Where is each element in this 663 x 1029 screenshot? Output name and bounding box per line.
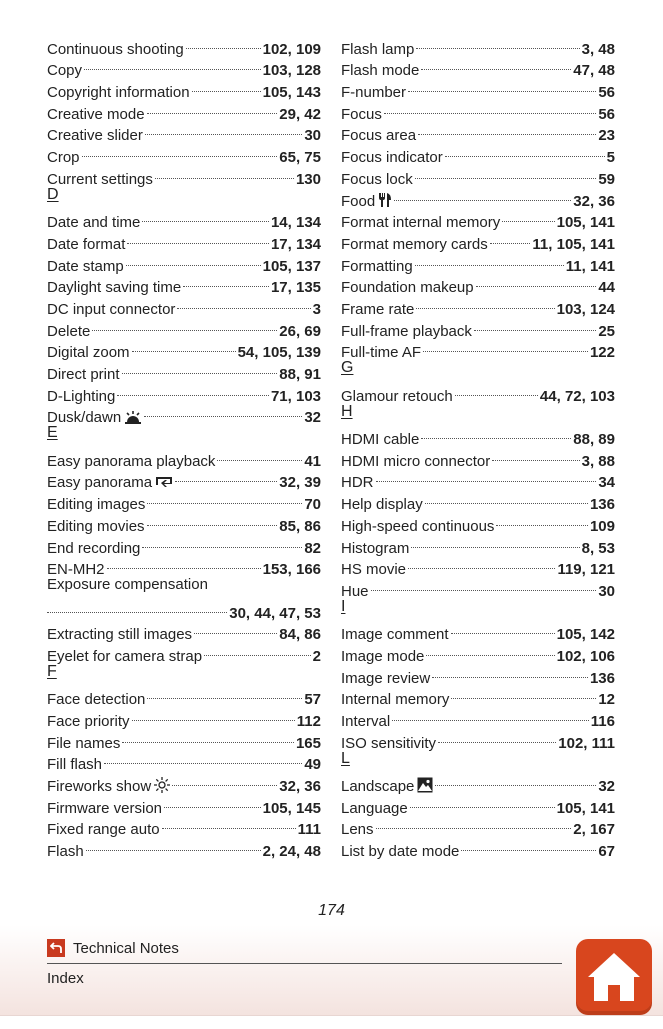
index-term: Focus indicator bbox=[341, 149, 443, 167]
index-term: Eyelet for camera strap bbox=[47, 647, 203, 665]
index-term: Hue bbox=[341, 582, 369, 600]
dot-leader bbox=[416, 292, 554, 314]
index-pages[interactable]: 25 bbox=[598, 322, 615, 340]
index-term: D-Lighting bbox=[47, 387, 116, 405]
dot-leader bbox=[147, 487, 302, 509]
index-term: Image mode bbox=[341, 647, 425, 665]
dot-leader bbox=[147, 683, 302, 705]
index-term: Flash mode bbox=[341, 62, 420, 80]
index-pages[interactable]: 3 bbox=[312, 300, 321, 318]
index-entry-hdmi-cable[interactable] bbox=[341, 422, 615, 449]
index-term: F-number bbox=[341, 84, 407, 102]
index-entry-hdr[interactable] bbox=[341, 466, 615, 492]
index-pages[interactable]: 84, 86 bbox=[279, 626, 321, 644]
index-term: Firmware version bbox=[47, 799, 163, 817]
index-term: Digital zoom bbox=[47, 344, 130, 362]
index-pages[interactable]: 44 bbox=[598, 279, 615, 297]
dot-leader bbox=[410, 791, 555, 813]
index-pages[interactable]: 56 bbox=[598, 84, 615, 102]
index-pages[interactable]: 34 bbox=[598, 474, 615, 492]
index-pages[interactable]: 116 bbox=[590, 713, 615, 730]
index-term: Format memory cards bbox=[341, 235, 488, 253]
dot-leader bbox=[415, 162, 597, 184]
index-pages[interactable]: 11, 141 bbox=[565, 257, 615, 275]
index-entry-crop[interactable] bbox=[47, 140, 321, 167]
dot-leader bbox=[416, 32, 579, 54]
index-column-right bbox=[341, 32, 615, 861]
index-letter-g: G bbox=[341, 359, 354, 377]
index-pages[interactable]: 54, 105, 139 bbox=[237, 344, 321, 362]
index-entry-focus-area[interactable] bbox=[341, 119, 615, 145]
dot-leader bbox=[144, 401, 302, 423]
index-term: Creative mode bbox=[47, 105, 145, 123]
index-pages[interactable]: 136 bbox=[589, 496, 615, 514]
dot-leader bbox=[192, 75, 261, 97]
index-pages[interactable]: 111 bbox=[297, 821, 321, 839]
dot-leader bbox=[47, 596, 227, 618]
dot-leader bbox=[183, 271, 269, 293]
dot-leader bbox=[126, 249, 261, 271]
index-pages[interactable]: 17, 135 bbox=[270, 279, 321, 297]
dot-leader bbox=[84, 54, 261, 76]
index-term: Date format bbox=[47, 235, 126, 253]
index-term: Exposure compensation bbox=[47, 576, 208, 594]
index-term: Glamour retouch bbox=[341, 387, 453, 405]
index-entry-flash[interactable] bbox=[47, 834, 321, 861]
dot-leader bbox=[384, 97, 596, 119]
index-term: Histogram bbox=[341, 539, 410, 557]
index-pages[interactable]: 30 bbox=[598, 582, 615, 600]
index-pages[interactable]: 3, 48 bbox=[581, 40, 615, 58]
dot-leader bbox=[435, 769, 596, 791]
food-icon bbox=[378, 192, 392, 215]
index-entry-continued[interactable] bbox=[47, 596, 321, 622]
dot-leader bbox=[172, 769, 277, 791]
dot-leader bbox=[502, 206, 554, 228]
index-pages[interactable]: 11, 105, 141 bbox=[532, 235, 615, 253]
index-term: EN-MH2 bbox=[47, 561, 105, 579]
index-term: HS movie bbox=[341, 561, 407, 579]
index-pages[interactable]: 17, 134 bbox=[270, 235, 321, 253]
home-icon bbox=[584, 949, 644, 1005]
index-term: HDR bbox=[341, 474, 374, 492]
index-term: Help display bbox=[341, 496, 423, 514]
index-term: Flash lamp bbox=[341, 40, 415, 58]
index-term: Editing movies bbox=[47, 517, 145, 535]
dot-leader bbox=[186, 32, 261, 54]
index-pages[interactable]: 30 bbox=[304, 127, 321, 145]
dot-leader bbox=[162, 813, 296, 835]
index-term: DC input connector bbox=[47, 300, 176, 318]
dot-leader bbox=[425, 487, 588, 509]
index-term: ISO sensitivity bbox=[341, 734, 437, 752]
index-pages[interactable]: 32, 36 bbox=[573, 192, 615, 210]
index-term: Formatting bbox=[341, 257, 413, 275]
dot-leader bbox=[117, 379, 269, 401]
index-entry-glamour-retouch[interactable] bbox=[341, 379, 615, 405]
index-term: End recording bbox=[47, 539, 141, 557]
technical-notes-link[interactable] bbox=[47, 938, 179, 958]
index-term: Full-time AF bbox=[341, 344, 422, 362]
index-term: Easy panorama bbox=[47, 472, 173, 496]
dot-leader bbox=[175, 466, 277, 488]
index-letter-h: H bbox=[341, 402, 353, 420]
index-pages[interactable]: 44, 72, 103 bbox=[539, 387, 615, 405]
index-term: Continuous shooting bbox=[47, 40, 184, 58]
index-pages[interactable]: 130 bbox=[295, 170, 321, 188]
dot-leader bbox=[496, 509, 588, 531]
index-pages[interactable]: 56 bbox=[598, 105, 615, 123]
index-term: Editing images bbox=[47, 496, 146, 514]
index-pages[interactable]: 65, 75 bbox=[279, 149, 321, 167]
index-pages[interactable]: 119, 121 bbox=[557, 561, 615, 579]
index-pages[interactable]: 23 bbox=[598, 127, 615, 145]
dot-leader bbox=[432, 661, 588, 683]
index-term: Direct print bbox=[47, 366, 120, 383]
index-pages[interactable]: 2, 167 bbox=[573, 821, 615, 839]
index-pages[interactable]: 105, 141 bbox=[556, 214, 615, 232]
dot-leader bbox=[204, 639, 311, 661]
index-pages[interactable]: 165 bbox=[295, 734, 321, 752]
dot-leader bbox=[451, 618, 555, 640]
dot-leader bbox=[122, 726, 294, 748]
index-entry-continuous-shooting[interactable] bbox=[47, 32, 321, 58]
index-pages[interactable]: 105, 143 bbox=[262, 84, 321, 102]
dot-leader bbox=[408, 75, 596, 97]
index-pages[interactable]: 5 bbox=[606, 149, 615, 167]
index-letter-d: D bbox=[47, 185, 59, 203]
index-entry-current-settings[interactable] bbox=[47, 162, 321, 188]
index-pages[interactable]: 32 bbox=[598, 778, 615, 796]
index-pages[interactable]: 32 bbox=[304, 409, 321, 427]
index-term: Food bbox=[341, 191, 392, 215]
index-term: Format internal memory bbox=[341, 214, 501, 232]
dot-leader bbox=[194, 618, 277, 640]
dot-leader bbox=[86, 834, 261, 856]
dot-leader bbox=[122, 357, 278, 379]
index-pages[interactable]: 153, 166 bbox=[262, 561, 321, 579]
index-pages[interactable]: 136 bbox=[589, 669, 615, 687]
page-number: 174 bbox=[318, 902, 345, 919]
index-term: Foundation makeup bbox=[341, 279, 474, 297]
dot-leader bbox=[421, 54, 571, 76]
index-pages[interactable]: 122 bbox=[589, 344, 615, 362]
dot-leader bbox=[142, 531, 302, 553]
dot-leader bbox=[411, 531, 579, 553]
dot-leader bbox=[476, 271, 597, 293]
index-pages[interactable]: 67 bbox=[598, 843, 615, 861]
dot-leader bbox=[164, 791, 261, 813]
index-pages[interactable]: 105, 141 bbox=[556, 799, 615, 817]
index-letter-i: I bbox=[341, 597, 346, 615]
dot-leader bbox=[418, 119, 596, 141]
dot-leader bbox=[142, 206, 269, 228]
dot-leader bbox=[145, 119, 302, 141]
index-term: Lens bbox=[341, 821, 374, 839]
index-pages[interactable]: 102, 111 bbox=[558, 734, 615, 752]
index-letter-e: E bbox=[47, 424, 58, 442]
index-entry-image-comment[interactable] bbox=[341, 618, 615, 644]
index-term: Crop bbox=[47, 149, 80, 167]
index-pages[interactable]: 103, 124 bbox=[556, 300, 615, 318]
index-term: Extracting still images bbox=[47, 626, 193, 644]
index-term: HDMI micro connector bbox=[341, 452, 491, 470]
dot-leader bbox=[421, 422, 571, 444]
dot-leader bbox=[394, 184, 571, 206]
index-term: Fill flash bbox=[47, 756, 103, 774]
index-term: Interval bbox=[341, 713, 391, 730]
index-letter-f: F bbox=[47, 662, 57, 680]
index-term: Copyright information bbox=[47, 84, 190, 102]
index-entry-landscape[interactable] bbox=[341, 769, 615, 796]
index-term: Dusk/dawn bbox=[47, 407, 142, 431]
index-pages[interactable]: 105, 137 bbox=[262, 257, 321, 275]
dot-leader bbox=[445, 140, 605, 162]
index-term: Flash bbox=[47, 843, 84, 861]
dot-leader bbox=[474, 314, 596, 336]
index-term: Easy panorama playback bbox=[47, 452, 216, 470]
dot-leader bbox=[461, 834, 596, 856]
dot-leader bbox=[426, 639, 554, 661]
index-term: HDMI cable bbox=[341, 431, 420, 449]
index-pages[interactable]: 102, 106 bbox=[556, 647, 615, 665]
index-entry-face-detection[interactable] bbox=[47, 683, 321, 709]
index-pages[interactable]: 105, 142 bbox=[556, 626, 615, 644]
index-pages[interactable]: 26, 69 bbox=[279, 322, 321, 340]
index-column-left bbox=[47, 32, 321, 861]
index-term: Creative slider bbox=[47, 127, 143, 145]
dot-leader bbox=[376, 466, 597, 488]
index-pages[interactable]: 32, 36 bbox=[279, 778, 321, 796]
index-term: Fireworks show bbox=[47, 776, 170, 800]
index-pages[interactable]: 57 bbox=[304, 691, 321, 709]
index-pages[interactable]: 85, 86 bbox=[279, 517, 321, 535]
dot-leader bbox=[147, 97, 278, 119]
index-term: Delete bbox=[47, 322, 91, 340]
index-term: Full-frame playback bbox=[341, 322, 472, 340]
index-pages[interactable]: 71, 103 bbox=[270, 387, 321, 405]
index-term: Focus lock bbox=[341, 170, 413, 188]
index-term: Current settings bbox=[47, 170, 153, 188]
index-entry-date-and-time[interactable] bbox=[47, 206, 321, 232]
dot-leader bbox=[107, 553, 261, 575]
dot-leader bbox=[92, 314, 277, 336]
index-pages[interactable]: 112 bbox=[296, 713, 321, 730]
dot-leader bbox=[147, 509, 278, 531]
dot-leader bbox=[455, 379, 538, 401]
dot-leader bbox=[177, 292, 310, 314]
index-term: Daylight saving time bbox=[47, 279, 182, 297]
index-pages[interactable]: 82 bbox=[304, 539, 321, 557]
index-pages[interactable]: 49 bbox=[304, 756, 321, 774]
dot-leader bbox=[408, 553, 555, 575]
index-pages[interactable]: 3, 88 bbox=[581, 452, 615, 470]
index-term: Internal memory bbox=[341, 691, 450, 709]
dot-leader bbox=[451, 683, 596, 705]
index-pages[interactable]: 29, 42 bbox=[279, 105, 321, 123]
dot-leader bbox=[376, 813, 572, 835]
index-term: High-speed continuous bbox=[341, 517, 495, 535]
index-entry-list-by-date-mode[interactable] bbox=[341, 834, 615, 861]
dot-leader bbox=[104, 748, 302, 770]
dusk-dawn-icon bbox=[124, 409, 142, 431]
index-term: Date stamp bbox=[47, 257, 124, 275]
dot-leader bbox=[423, 336, 588, 358]
index-pages[interactable]: 103, 128 bbox=[262, 62, 321, 80]
dot-leader bbox=[392, 704, 589, 726]
dot-leader bbox=[155, 162, 294, 184]
index-pages[interactable]: 41 bbox=[304, 452, 321, 470]
index-term: Language bbox=[341, 799, 408, 817]
back-arrow-icon bbox=[47, 939, 65, 957]
index-pages[interactable]: 88, 89 bbox=[573, 431, 615, 449]
footer-divider bbox=[47, 963, 562, 964]
index-term: Frame rate bbox=[341, 300, 415, 318]
index-term: Image comment bbox=[341, 626, 449, 644]
index-entry-flash-lamp[interactable] bbox=[341, 32, 615, 58]
index-term: Landscape bbox=[341, 776, 433, 800]
index-pages[interactable]: 105, 145 bbox=[262, 799, 321, 817]
index-pages[interactable]: 14, 134 bbox=[270, 214, 321, 232]
index-pages[interactable]: 47, 48 bbox=[573, 62, 615, 80]
index-term: Face priority bbox=[47, 713, 130, 730]
dot-leader bbox=[82, 140, 278, 162]
index-pages[interactable]: 2 bbox=[312, 647, 321, 665]
dot-leader bbox=[132, 704, 295, 726]
index-term: Fixed range auto bbox=[47, 821, 160, 839]
dot-leader bbox=[217, 444, 302, 466]
footer-bottom-line bbox=[0, 1015, 663, 1029]
dot-leader bbox=[127, 227, 269, 249]
index-entry-easy-panorama-playback[interactable] bbox=[47, 444, 321, 470]
index-term: Image review bbox=[341, 669, 431, 687]
dot-leader bbox=[371, 574, 597, 596]
index-entry-help-display[interactable] bbox=[341, 487, 615, 514]
index-term: Face detection bbox=[47, 691, 146, 709]
index-term: Focus area bbox=[341, 127, 417, 145]
home-button[interactable] bbox=[576, 939, 652, 1015]
dot-leader bbox=[132, 336, 236, 358]
index-pages[interactable]: 88, 91 bbox=[279, 366, 321, 383]
index-pages[interactable]: 102, 109 bbox=[262, 40, 321, 58]
index-term: Date and time bbox=[47, 214, 141, 232]
index-term: List by date mode bbox=[341, 843, 460, 861]
index-pages[interactable]: 2, 24, 48 bbox=[262, 843, 321, 861]
dot-leader bbox=[492, 444, 579, 466]
index-term: Focus bbox=[341, 105, 382, 123]
index-pages[interactable]: 70 bbox=[304, 496, 321, 514]
index-term: Copy bbox=[47, 62, 83, 80]
dot-leader bbox=[415, 249, 564, 271]
index-term: File names bbox=[47, 734, 121, 752]
index-pages[interactable]: 30, 44, 47, 53 bbox=[229, 604, 321, 622]
index-pages[interactable]: 32, 39 bbox=[279, 474, 321, 492]
index-letter-l: L bbox=[341, 749, 350, 767]
dot-leader bbox=[438, 726, 556, 748]
index-pages[interactable]: 8, 53 bbox=[581, 539, 615, 557]
index-pages[interactable]: 12 bbox=[598, 691, 615, 709]
index-pages[interactable]: 59 bbox=[598, 170, 615, 188]
index-pages[interactable]: 109 bbox=[589, 517, 615, 535]
footer-index-label: Index bbox=[47, 970, 84, 987]
technical-notes-label: Technical Notes bbox=[73, 939, 179, 957]
dot-leader bbox=[490, 227, 531, 249]
index-entry-hue[interactable] bbox=[341, 574, 615, 600]
